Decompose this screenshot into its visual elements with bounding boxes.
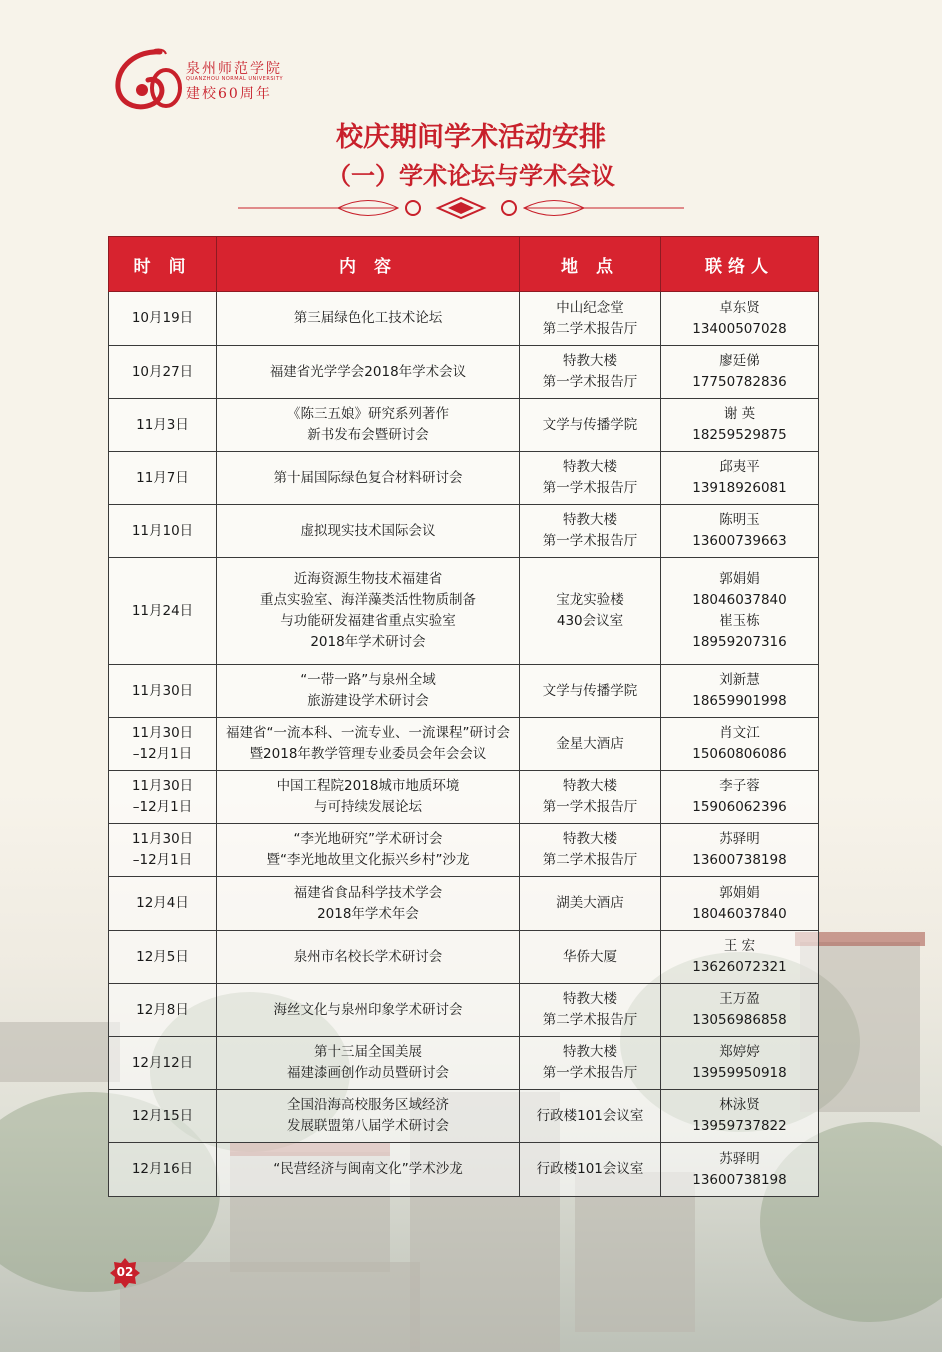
- table-row: [109, 346, 819, 399]
- cell-contact: 王 宏 13626072321: [661, 931, 819, 984]
- cell-time: 11月30日: [109, 665, 217, 718]
- cell-time: 10月19日: [109, 292, 217, 346]
- cell-content: 福建省食品科学技术学会 2018年学术年会: [217, 877, 520, 931]
- cell-place: 华侨大厦: [520, 931, 661, 984]
- cell-time: 12月16日: [109, 1143, 217, 1197]
- cell-contact: 廖廷俤 17750782836: [661, 346, 819, 399]
- table-row: [109, 1037, 819, 1090]
- cell-content: 虚拟现实技术国际会议: [217, 505, 520, 558]
- cell-contact: 李子蓉 15906062396: [661, 771, 819, 824]
- table-row: [109, 718, 819, 771]
- logo-school-name: 泉州师范学院: [186, 61, 282, 77]
- cell-time: 11月30日 –12月1日: [109, 824, 217, 877]
- table-row: [109, 399, 819, 452]
- cell-time: 12月4日: [109, 877, 217, 931]
- ornament-divider: [238, 196, 684, 220]
- column-header-place: 地 点: [520, 237, 661, 292]
- cell-content: 福建省光学学会2018年学术会议: [217, 346, 520, 399]
- cell-content: 近海资源生物技术福建省 重点实验室、海洋藻类活性物质制备 与功能研发福建省重点实验室 2018年学术研讨会: [217, 558, 520, 665]
- page-title: 校庆期间学术活动安排: [336, 122, 606, 153]
- cell-place: 特教大楼 第一学术报告厅: [520, 346, 661, 399]
- table-row: [109, 984, 819, 1037]
- logo-anniversary: 建校60周年: [186, 86, 272, 102]
- table-row: [109, 505, 819, 558]
- cell-place: 特教大楼 第二学术报告厅: [520, 824, 661, 877]
- cell-content: 泉州市名校长学术研讨会: [217, 931, 520, 984]
- cell-time: 11月30日 –12月1日: [109, 718, 217, 771]
- cell-content: 全国沿海高校服务区域经济 发展联盟第八届学术研讨会: [217, 1090, 520, 1143]
- cell-content: 《陈三五娘》研究系列著作 新书发布会暨研讨会: [217, 399, 520, 452]
- cell-time: 12月8日: [109, 984, 217, 1037]
- cell-content: 第十届国际绿色复合材料研讨会: [217, 452, 520, 505]
- cell-content: 海丝文化与泉州印象学术研讨会: [217, 984, 520, 1037]
- cell-place: 特教大楼 第一学术报告厅: [520, 505, 661, 558]
- table-row: [109, 931, 819, 984]
- cell-contact: 苏驿明 13600738198: [661, 824, 819, 877]
- cell-contact: 卓东贤 13400507028: [661, 292, 819, 346]
- column-header-time: 时 间: [109, 237, 217, 292]
- cell-place: 文学与传播学院: [520, 665, 661, 718]
- cell-time: 10月27日: [109, 346, 217, 399]
- cell-contact: 郑婷婷 13959950918: [661, 1037, 819, 1090]
- cell-contact: 邱夷平 13918926081: [661, 452, 819, 505]
- cell-time: 11月10日: [109, 505, 217, 558]
- cell-contact: 王万盈 13056986858: [661, 984, 819, 1037]
- cell-contact: 郭娟娟 18046037840 崔玉栋 18959207316: [661, 558, 819, 665]
- cell-time: 12月5日: [109, 931, 217, 984]
- cell-content: 第十三届全国美展 福建漆画创作动员暨研讨会: [217, 1037, 520, 1090]
- cell-contact: 谢 英 18259529875: [661, 399, 819, 452]
- cell-time: 12月12日: [109, 1037, 217, 1090]
- column-header-contact: 联络人: [661, 237, 819, 292]
- column-header-content: 内 容: [217, 237, 520, 292]
- cell-place: 特教大楼 第二学术报告厅: [520, 984, 661, 1037]
- cell-place: 金星大酒店: [520, 718, 661, 771]
- table-row: [109, 1090, 819, 1143]
- logo-school-name-en: QUANZHOU NORMAL UNIVERSITY: [186, 76, 284, 82]
- cell-content: 福建省“一流本科、一流专业、一流课程”研讨会 暨2018年教学管理专业委员会年会会议: [217, 718, 520, 771]
- cell-content: 第三届绿色化工技术论坛: [217, 292, 520, 346]
- cell-content: “民营经济与闽南文化”学术沙龙: [217, 1143, 520, 1197]
- cell-place: 湖美大酒店: [520, 877, 661, 931]
- cell-place: 文学与传播学院: [520, 399, 661, 452]
- cell-contact: 刘新慧 18659901998: [661, 665, 819, 718]
- cell-content: 中国工程院2018城市地质环境 与可持续发展论坛: [217, 771, 520, 824]
- cell-place: 宝龙实验楼 430会议室: [520, 558, 661, 665]
- table-row: [109, 292, 819, 346]
- page-subtitle: （一）学术论坛与学术会议: [327, 162, 615, 190]
- cell-place: 特教大楼 第一学术报告厅: [520, 771, 661, 824]
- page-number: 02: [116, 1265, 134, 1279]
- table-row: [109, 665, 819, 718]
- cell-place: 特教大楼 第一学术报告厅: [520, 1037, 661, 1090]
- cell-place: 行政楼101会议室: [520, 1143, 661, 1197]
- table-row: [109, 558, 819, 665]
- table-row: [109, 1143, 819, 1197]
- cell-contact: 郭娟娟 18046037840: [661, 877, 819, 931]
- cell-time: 11月30日 –12月1日: [109, 771, 217, 824]
- table-row: [109, 824, 819, 877]
- cell-time: 11月24日: [109, 558, 217, 665]
- cell-place: 中山纪念堂 第二学术报告厅: [520, 292, 661, 346]
- cell-place: 特教大楼 第一学术报告厅: [520, 452, 661, 505]
- cell-time: 11月7日: [109, 452, 217, 505]
- cell-contact: 苏驿明 13600738198: [661, 1143, 819, 1197]
- schedule-table: [108, 236, 819, 1197]
- table-row: [109, 771, 819, 824]
- cell-contact: 林泳贤 13959737822: [661, 1090, 819, 1143]
- cell-content: “李光地研究”学术研讨会 暨“李光地故里文化振兴乡村”沙龙: [217, 824, 520, 877]
- cell-contact: 陈明玉 13600739663: [661, 505, 819, 558]
- page-number-badge: [110, 1258, 140, 1288]
- cell-place: 行政楼101会议室: [520, 1090, 661, 1143]
- table-row: [109, 452, 819, 505]
- cell-content: “一带一路”与泉州全域 旅游建设学术研讨会: [217, 665, 520, 718]
- table-row: [109, 877, 819, 931]
- cell-time: 11月3日: [109, 399, 217, 452]
- cell-time: 12月15日: [109, 1090, 217, 1143]
- table-header-row: [109, 237, 819, 292]
- cell-contact: 肖文江 15060806086: [661, 718, 819, 771]
